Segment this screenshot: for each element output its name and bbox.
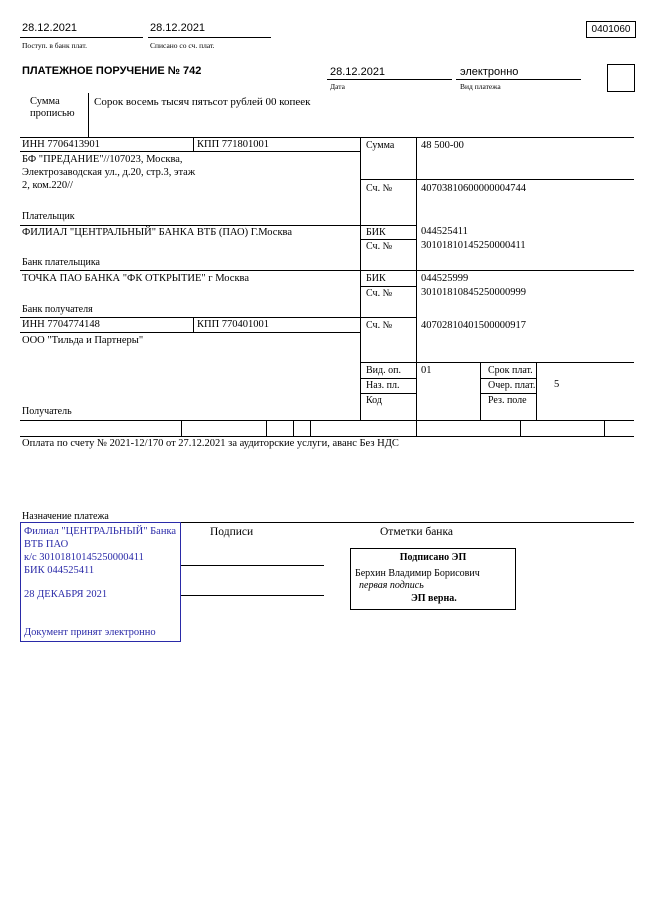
order-title: ПЛАТЕЖНОЕ ПОРУЧЕНИЕ № 742 [22, 65, 202, 77]
purpose-text: Оплата по счету № 2021-12/170 от 27.12.2021 за аудиторские услуги, аванс Без НДС [22, 438, 399, 449]
payer-name-line-3: 2, ком.220// [22, 180, 73, 191]
payer-bik-label: БИК [366, 227, 386, 238]
date-received-label: Поступ. в банк плат. [22, 41, 87, 50]
payer-name-line-1: БФ "ПРЕДАНИЕ"//107023, Москва, [22, 154, 183, 165]
esign-title: Подписано ЭП [399, 552, 467, 563]
stamp-date: 28 ДЕКАБРЯ 2021 [24, 589, 108, 600]
signatures-label: Подписи [210, 526, 254, 538]
naz-pl-label: Наз. пл. [366, 380, 400, 391]
date-received: 28.12.2021 [22, 22, 78, 34]
payee-bank-name: ТОЧКА ПАО БАНКА "ФК ОТКРЫТИЕ" г Москва [22, 273, 250, 284]
payer-inn: ИНН 7706413901 [22, 139, 100, 150]
payer-account: 40703810600000004744 [421, 183, 526, 194]
payer-label: Плательщик [22, 211, 75, 222]
payee-bank-label: Банк получателя [22, 304, 93, 315]
order-date: 28.12.2021 [330, 66, 386, 78]
payee-inn: ИНН 7704774148 [22, 319, 100, 330]
date-debited-label: Списано со сч. плат. [150, 41, 215, 50]
sum-value: 48 500-00 [421, 140, 464, 151]
signature-line-2 [180, 595, 324, 596]
payer-bik: 044525411 [421, 226, 468, 237]
payer-name-line-2: Электрозаводская ул., д.20, стр.3, этаж [22, 167, 196, 178]
stamp-line-3: к/с 30101810145250000411 [24, 552, 144, 563]
payer-kpp: КПП 771801001 [197, 139, 270, 150]
stamp-line-1: Филиал "ЦЕНТРАЛЬНЫЙ" Банка [24, 526, 177, 537]
esign-role: первая подпись [359, 580, 424, 591]
payee-bank-acc: 30101810845250000999 [421, 287, 526, 298]
purpose-label: Назначение платежа [22, 511, 109, 522]
form-code: 0401060 [586, 21, 636, 38]
payer-bank-acc-label: Сч. № [366, 241, 393, 252]
payee-bank-acc-label: Сч. № [366, 288, 393, 299]
payer-bank-label: Банк плательщика [22, 257, 100, 268]
payer-bank-name: ФИЛИАЛ "ЦЕНТРАЛЬНЫЙ" БАНКА ВТБ (ПАО) Г.Москва [22, 227, 293, 238]
amount-words-label-2: прописью [30, 108, 75, 119]
payment-type: электронно [460, 66, 519, 78]
kod-label: Код [366, 395, 382, 406]
vid-op-value: 01 [421, 365, 432, 376]
payee-bik: 044525999 [421, 273, 469, 284]
payee-acc: 40702810401500000917 [421, 320, 526, 331]
esign-name: Берхин Владимир Борисович [355, 568, 480, 579]
payee-label: Получатель [22, 406, 72, 417]
esign-valid: ЭП верна. [411, 593, 457, 604]
stamp-note: Документ принят электронно [24, 627, 156, 638]
bank-stamp [20, 522, 181, 642]
order-date-label: Дата [330, 82, 345, 91]
bank-marks-label: Отметки банка [380, 526, 453, 538]
payee-name: ООО "Тильда и Партнеры" [22, 335, 144, 346]
payer-bank-acc: 30101810145250000411 [421, 240, 526, 251]
srok-label: Срок плат. [488, 365, 533, 376]
payer-account-label: Сч. № [366, 183, 393, 194]
esign-box [350, 548, 516, 610]
signature-line-1 [180, 565, 324, 566]
payee-kpp: КПП 770401001 [197, 319, 270, 330]
sum-label: Сумма [366, 140, 395, 151]
amount-words-label-1: Сумма [30, 96, 60, 107]
amount-words: Сорок восемь тысяч пятьсот рублей 00 копеек [94, 96, 311, 108]
date-debited: 28.12.2021 [150, 22, 206, 34]
payee-bik-label: БИК [366, 273, 386, 284]
stamp-line-4: БИК 044525411 [24, 565, 95, 576]
rez-label: Рез. поле [488, 395, 527, 406]
payment-type-label: Вид платежа [460, 82, 501, 91]
stamp-line-2: ВТБ ПАО [24, 539, 69, 550]
payee-acc-label: Сч. № [366, 320, 393, 331]
ocher-value: 5 [554, 379, 560, 390]
ocher-label: Очер. плат. [488, 380, 536, 391]
vid-op-label: Вид. оп. [366, 365, 401, 376]
empty-code-box [607, 64, 635, 92]
